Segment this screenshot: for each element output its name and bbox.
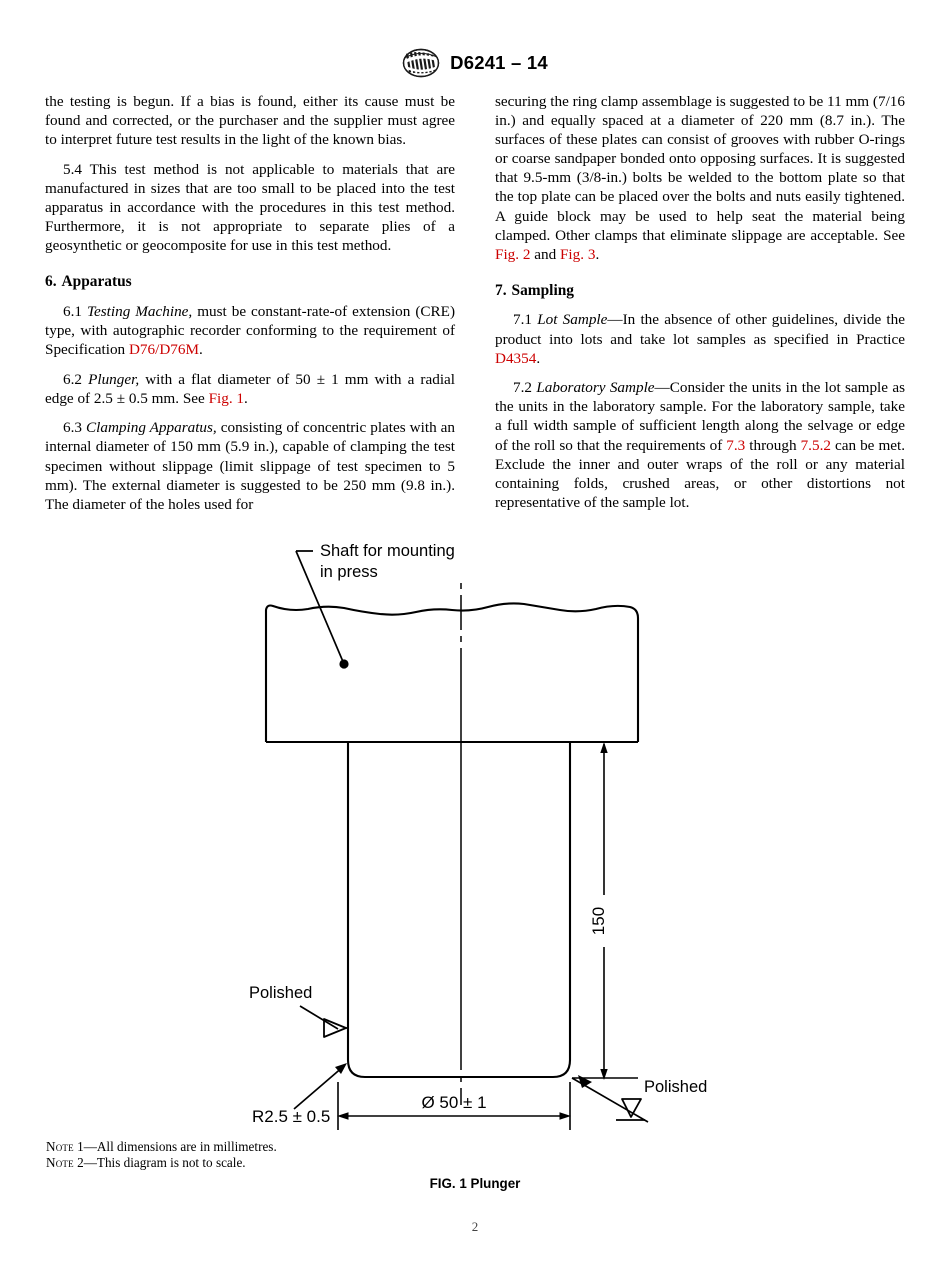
section-6-title: Apparatus xyxy=(61,273,132,291)
right-column xyxy=(495,92,905,514)
paragraph-continued-left: the testing is begun. If a bias is found, either its cause must be found and corrected, or the purchaser and the supplier must agree to interpret future test results in the light of the known bias. xyxy=(45,93,455,149)
section-7-title: Sampling xyxy=(511,281,574,299)
par-text-cont-b: . xyxy=(595,245,600,263)
section-7-number: 7. xyxy=(495,281,507,299)
xref-d4354[interactable]: D4354 xyxy=(495,349,537,367)
polished-left-label: Polished xyxy=(249,984,313,1002)
polished-right-symbol xyxy=(572,1075,707,1122)
par-text-5-4: This test method is not applicable to materials that are manufactured in sizes that are too small to be placed into the test apparatus in accordance with the procedures in this test method. Furthermore, it is not appropriate to separate plies of a geosynthetic or geocomposite for use in this test method. xyxy=(45,160,455,255)
dimension-diameter-text: Ø 50 ± 1 xyxy=(421,1093,487,1112)
par-title-6-1: Testing Machine, xyxy=(86,302,193,320)
shaft-body xyxy=(266,603,638,742)
note-2-number: 2 xyxy=(77,1155,84,1171)
par-text-6-1-a: must be constant-rate-of extension (CRE) type, with autographic recorder conforming to the requirement of Specification xyxy=(45,302,455,359)
paragraph-5-4 xyxy=(45,160,455,255)
xref-7-5-2[interactable]: 7.5.2 xyxy=(800,436,831,454)
dimension-150-text: 150 xyxy=(589,906,608,936)
shaft-label-text-2: in press xyxy=(320,563,378,581)
xref-fig-1[interactable]: Fig. 1 xyxy=(208,389,245,407)
document-designation: D6241 – 14 xyxy=(450,52,548,73)
left-column xyxy=(45,92,455,514)
shaft-label-line2 xyxy=(320,563,378,581)
section-heading-6 xyxy=(45,272,455,291)
par-number-5-4: 5.4 xyxy=(63,160,82,178)
polished-right-label: Polished xyxy=(644,1078,708,1096)
note-2-label: Note xyxy=(46,1155,74,1171)
polished-left-symbol xyxy=(249,984,349,1037)
note-1-number: 1 xyxy=(77,1139,84,1154)
paragraph-7-1 xyxy=(495,310,905,367)
par-text-cont-mid: and xyxy=(530,245,560,263)
par-number-6-1: 6.1 xyxy=(63,302,82,320)
par-number-7-2: 7.2 xyxy=(513,379,532,397)
par-text-cont-a: securing the ring clamp assemblage is suggested to be 11 mm (7/16 in.) and equally spaced at a diameter of 220 mm (8.7 in.). The surfaces of these plates can consist of grooves with rubber O-rings or coarse sandpaper bonded onto opposing surfaces. It is suggested that 9.5-mm (3/8-in.) bolts be welded to the bottom plate so that the top plate can be placed over the bolts and nuts easily tightened. A guide block may be used to help seat the material being clamped. Other clamps that eliminate slippage are acceptable. See xyxy=(495,93,905,244)
note-1-label: Note xyxy=(46,1139,74,1154)
par-text-7-1-b: . xyxy=(536,349,541,367)
page-number: 2 xyxy=(471,1219,479,1234)
note-1 xyxy=(46,1139,546,1155)
dimension-radius xyxy=(252,1063,347,1126)
paragraph-continued-right xyxy=(495,92,905,264)
par-title-7-2: Laboratory Sample xyxy=(536,379,655,397)
section-6-number: 6. xyxy=(45,273,57,291)
par-title-6-3: Clamping Apparatus, xyxy=(86,419,217,437)
xref-7-3[interactable]: 7.3 xyxy=(726,436,746,454)
par-title-6-2: Plunger, xyxy=(88,370,140,388)
xref-d76-d76m[interactable]: D76/D76M xyxy=(128,341,199,359)
par-text-6-2-a: with a flat diameter of 50 ± 1 mm with a radial edge of 2.5 ± 0.5 mm. See xyxy=(45,370,455,407)
par-text-7-2-a: —Consider the units in the lot sample as the units in the laboratory sample. For the laboratory sample, take a full width sample of sufficient length along the selvage or edge of the roll so that the requirements of xyxy=(495,379,905,454)
paragraph-7-2 xyxy=(495,378,905,512)
par-title-7-1: Lot Sample xyxy=(537,311,608,329)
paragraph-6-3 xyxy=(45,418,455,513)
dimension-150 xyxy=(572,742,638,1080)
plunger-body xyxy=(348,742,570,1077)
note-2 xyxy=(46,1155,546,1171)
figure-1-plunger xyxy=(0,525,950,1165)
figure-caption: FIG. 1 Plunger xyxy=(429,1176,521,1191)
xref-fig-2[interactable]: Fig. 2 xyxy=(495,245,531,263)
par-text-6-2-b: . xyxy=(244,389,248,407)
note-2-text: —This diagram is not to scale. xyxy=(83,1155,246,1171)
par-text-7-2-mid: through xyxy=(745,436,801,454)
par-text-7-2-b: can be met. Exclude the inner and outer wraps of the roll or any material containing folds, crushed areas, or other distortions not representative of the sample lot. xyxy=(495,436,906,511)
xref-fig-3[interactable]: Fig. 3 xyxy=(559,245,596,263)
dimension-diameter xyxy=(337,1082,571,1130)
note-1-text: —All dimensions are in millimetres. xyxy=(83,1139,277,1154)
page-header xyxy=(0,46,950,80)
paragraph-6-2 xyxy=(45,370,455,408)
text-columns xyxy=(45,92,905,514)
paragraph-6-1 xyxy=(45,302,455,359)
par-number-7-1: 7.1 xyxy=(513,311,532,329)
par-text-7-1-a: —In the absence of other guidelines, divide the product into lots and take lot samples as specified in Practice xyxy=(495,311,905,348)
astm-logo-icon xyxy=(402,48,440,78)
par-number-6-2: 6.2 xyxy=(63,370,82,388)
shaft-label-text-1: Shaft for mounting xyxy=(320,542,455,560)
plunger-diagram-svg xyxy=(0,525,950,1165)
section-heading-7 xyxy=(495,281,905,300)
shaft-label-line1 xyxy=(320,542,455,560)
par-number-6-3: 6.3 xyxy=(63,419,82,437)
figure-notes xyxy=(46,1139,546,1172)
dimension-radius-text: R2.5 ± 0.5 xyxy=(252,1107,331,1126)
par-text-6-3: consisting of concentric plates with an internal diameter of 150 mm (5.9 in.), capable of clamping the test specimen without slippage (limit slippage of test specimen to 5 mm). The external diameter is suggested to be 250 mm (9.8 in.). The diameter of the holes used for xyxy=(45,419,456,513)
par-text-6-1-b: . xyxy=(198,341,203,359)
